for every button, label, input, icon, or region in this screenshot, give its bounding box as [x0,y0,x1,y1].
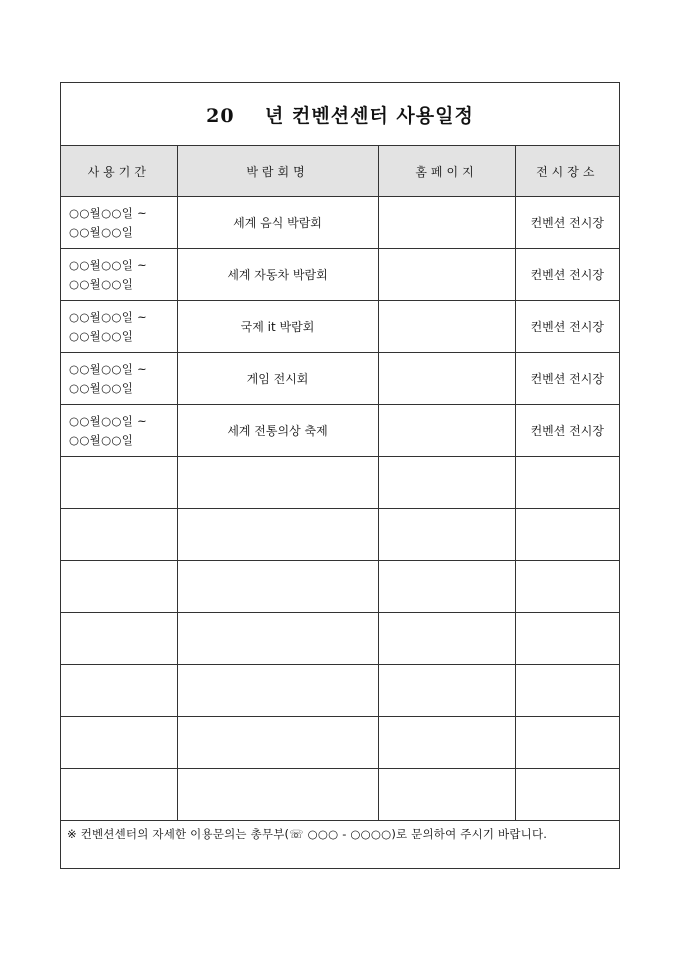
schedule-sheet [60,82,620,869]
period-end: ○○월○○일 [69,328,134,343]
table-row [61,717,619,769]
schedule-table [61,146,619,821]
cell-venue: 컨벤션 전시장 [515,353,619,405]
cell-homepage [378,665,515,717]
table-row [61,249,619,301]
cell-homepage [378,457,515,509]
cell-period [61,665,177,717]
table-row [61,353,619,405]
cell-period [61,509,177,561]
cell-period [61,769,177,821]
period-end: ○○월○○일 [69,380,134,395]
cell-venue [515,613,619,665]
cell-period [61,613,177,665]
cell-name [177,769,378,821]
cell-venue [515,665,619,717]
cell-name: 게임 전시회 [177,353,378,405]
table-row [61,405,619,457]
cell-name [177,717,378,769]
cell-venue [515,717,619,769]
period-start: ○○월○○일 ~ [69,413,148,428]
period-end: ○○월○○일 [69,224,134,239]
header-period: 사용기간 [61,146,177,197]
cell-period [61,249,177,301]
cell-venue: 컨벤션 전시장 [515,405,619,457]
cell-name: 국제 it 박람회 [177,301,378,353]
period-end: ○○월○○일 [69,276,134,291]
table-row [61,561,619,613]
cell-name: 세계 전통의상 축제 [177,405,378,457]
period-start: ○○월○○일 ~ [69,205,148,220]
period-start: ○○월○○일 ~ [69,361,148,376]
cell-venue [515,457,619,509]
cell-period [61,717,177,769]
cell-venue: 컨벤션 전시장 [515,249,619,301]
table-row [61,301,619,353]
table-row [61,457,619,509]
cell-homepage [378,769,515,821]
header-homepage: 홈페이지 [378,146,515,197]
header-row [61,146,619,197]
header-venue: 전시장소 [515,146,619,197]
title-box [61,83,619,146]
cell-homepage [378,717,515,769]
cell-period [61,561,177,613]
table-row [61,509,619,561]
footnote: ※ 컨벤션센터의 자세한 이용문의는 총무부(☏ ○○○ - ○○○○)로 문의하여 주시기 바랍니다. [67,827,548,841]
cell-venue [515,769,619,821]
table-row [61,613,619,665]
cell-homepage [378,405,515,457]
page-title: 20 년 컨벤션센터 사용일정 [206,104,474,127]
table-row [61,197,619,249]
cell-homepage [378,353,515,405]
cell-name: 세계 자동차 박람회 [177,249,378,301]
cell-venue [515,561,619,613]
cell-period [61,197,177,249]
cell-venue: 컨벤션 전시장 [515,197,619,249]
cell-homepage [378,613,515,665]
header-name: 박람회명 [177,146,378,197]
cell-venue: 컨벤션 전시장 [515,301,619,353]
cell-period [61,353,177,405]
cell-name [177,665,378,717]
table-row [61,769,619,821]
period-start: ○○월○○일 ~ [69,309,148,324]
cell-homepage [378,301,515,353]
cell-period [61,457,177,509]
period-end: ○○월○○일 [69,432,134,447]
cell-homepage [378,509,515,561]
cell-name [177,457,378,509]
cell-name [177,613,378,665]
cell-period [61,405,177,457]
cell-homepage [378,197,515,249]
cell-homepage [378,561,515,613]
cell-name [177,509,378,561]
cell-venue [515,509,619,561]
cell-name [177,561,378,613]
cell-homepage [378,249,515,301]
period-start: ○○월○○일 ~ [69,257,148,272]
table-row [61,665,619,717]
cell-period [61,301,177,353]
cell-name: 세계 음식 박람회 [177,197,378,249]
